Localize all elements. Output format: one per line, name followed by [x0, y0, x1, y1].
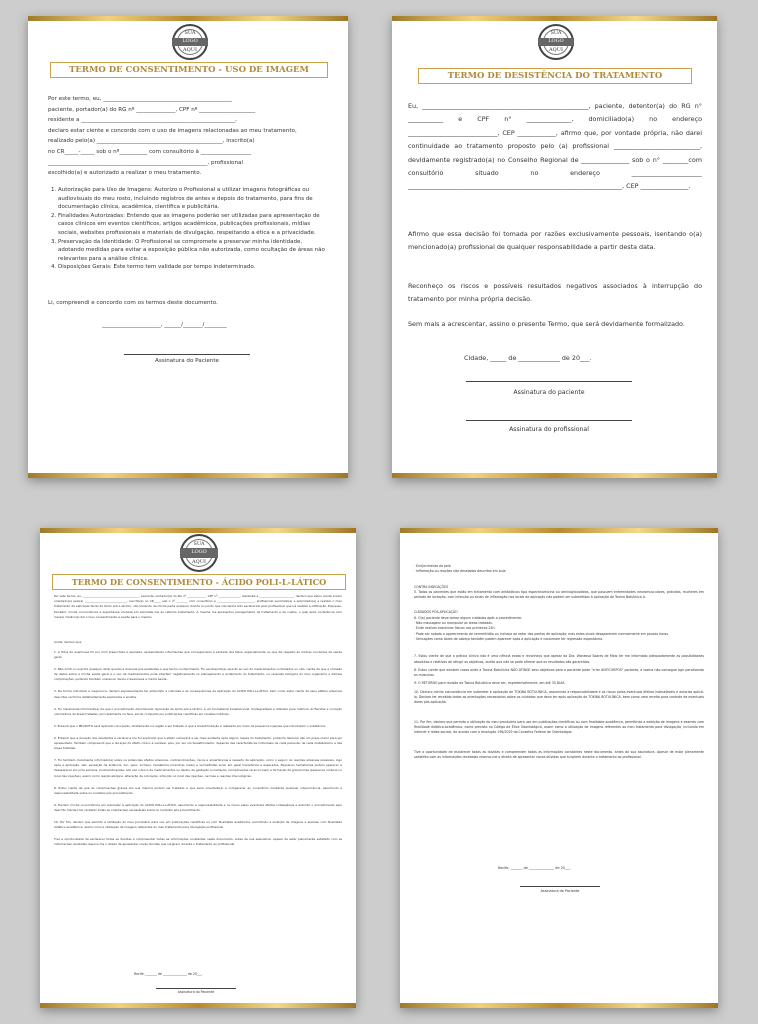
document-title: TERMO DE DESISTÊNCIA DO TRATAMENTO	[418, 68, 692, 84]
clause: 3. De forma individual e inequívoca, declaro expressamente ter entendido a natureza e as consequências da aplicação do ÁCIDO POLI-L-LÁTICO, bem como estar ciente de seus efeitos adversos descritos na forma detalhadamente explicados e aceitos.	[54, 689, 342, 699]
plla-intro: Ainda, declaro que:	[54, 640, 83, 644]
plla-header-text: Por este termo, eu, _______________________________________, paciente, portador(a) do RG nº _____________, CPF nº _______________, residente a ________________________, declaro que estou ciente e bem orientado(a) pelo(a) _____________________________, inscrito(a) no CR_____ sob o nº ________ com consultório à __________________________, profissional escolhido(a) e autorizado(a) a realizar o meu tratamento de aplicação facial de ácido poli-L-láctico, não havendo da minha parte qualquer dúvida ou ponto que não tenha sido esclarecido pelo profissional que irá realizar a infiltração. Expresso, também, minha concordância e espontânea vontade em submeter-me ao referido tratamento. A mesma me apresentou planejamento de tratamento e de custos, o qual após conferência com meu(s) médico(s) dei o meu consentimento e aceite para o mesmo.	[54, 594, 342, 619]
clause: 5. Entendi que o PRODUTO será aplicado via injeção, diretamente na região a ser tratada, e que a bioestimulação é realizada por meio de pequenos injeções que introduzem o substância.	[54, 723, 326, 728]
withdrawal-risks: Reconheço os riscos e possíveis resultados negativos associados à interrupção do tratamento por minha própria decisão.	[408, 282, 702, 303]
signature-label: Assinatura do Paciente	[540, 889, 580, 893]
clause: 10. Por fim, declaro que permito a utilização do meu prontuário para uso em publicações científicas ou com finalidade acadêmica, permitindo a exibição de imagens e exames com finalidade didático-acadêmica, assim como a utilização de imagens referentes ao meu tratamento para divulgação profissional.	[54, 819, 342, 830]
gold-border-bottom	[392, 473, 717, 478]
signature-line	[520, 886, 600, 887]
signature-line-professional	[466, 420, 632, 421]
logo-seal: SUA LOGO AQUI	[538, 24, 574, 60]
clause: 4. Fui claramente informado(a) de que o procedimento denominado 'aplicação de ácido poli-L-láctico' é um biomaterial bioabsorvível, biodegradável e utilizado para melhora do flacidez e correção volumétrica de áreas tratadas, principalmente na face, sendo composto por publicações científicas em revistas médicas.	[54, 706, 342, 716]
document-sheet-treatment-withdrawal	[392, 16, 717, 478]
gold-border-bottom	[28, 473, 348, 478]
document-title: TERMO DE CONSENTIMENTO - ÁCIDO POLI-L-LÁTICO	[52, 574, 346, 590]
gold-border-top	[40, 528, 356, 533]
plla-clauses	[54, 650, 342, 847]
document-sheet-image-consent	[28, 16, 348, 478]
list-item: 3. Preservação da Identidade: O Profissional se compromete a preservar minha identidade, adotando medidas para evitar a exposição pública não autorizada, como ocultação de áreas não relevantes para a análise clínica.	[58, 238, 328, 264]
signature-line-patient	[466, 381, 632, 382]
signature-label-patient: Assinatura do paciente	[513, 389, 585, 396]
gold-border-top	[392, 16, 717, 21]
withdrawal-reason: Afirmo que essa decisão foi tomada por razões exclusivamente pessoais, isentando o(a) mencionado(a) profissional de qualquer responsabilidade a partir desta data.	[408, 230, 702, 251]
clause: 8. Estou ciente de que as complicações graves em sua maioria podem ser tratadas e que serei orientado(a) a comparecer ao consultório mediante qualquer intercorrência, assumindo a responsabilidade sobre os cuidados pós-procedimento.	[54, 785, 342, 795]
consent-intro-text: Por este termo, eu, ______________________________________________ paciente, portador(a) do RG nº ______________, CPF nº ____________________ residente a _______________________________________________________, declaro estar ciente e concordo com o uso de imagens relacionadas ao meu tratamento, realizado pelo(a) _____________________________________________, inscrito(a) no CR_____-_____ sob o nº__________ com consultório à __________________ _________________________________________________________, profissional escolhido(a) e autorizado a realizar o meu tratamento.	[48, 96, 297, 177]
signature-label: Assinatura do Paciente	[177, 990, 215, 994]
date-line: Recife, _______ de _______________ de 20___.	[498, 866, 572, 870]
gold-border-bottom	[400, 1003, 718, 1008]
logo-seal: SUA LOGO AQUI	[180, 534, 218, 572]
document-sheet-plla-consent	[40, 528, 356, 1008]
clause: 7. Fui também claramente informado(a) sobre os potenciais efeitos adversos, contraindicações, riscos e advertências a respeito da aplicação, como o seguir: As reações adversas possíveis, logo após a aplicação, são: sensação de ardência, dor, peso, inchaço, hematoma (manchas roxas) e vermelhidão local, em geral transitórios e esperados. Pequenos hematomas podem aparecer e desaparecer em uma semana. Contraindicações: sob uso crônico de medicamentos ou dentro de gestação ou lactação. Complicações raras incluem a formação de granulomas (pequenos nódulos no local das injeções), assim como reação alérgica, alteração da coloração, infecção no local das injeções, necrose e reações imunológicas.	[54, 758, 342, 778]
signature-line	[156, 988, 236, 989]
clause: 9. Declaro minha concordância em submeter à aplicação do ÁCIDO POLI-L-LÁTICO, assumindo a responsabilidade e os riscos pelos eventuais efeitos indesejáveis e autorizo o procedimento aqui descrito. Declaro ter recebido todas as orientações necessárias sobre os cuidados pós-procedimento.	[54, 802, 342, 812]
closing-text: Li, compreendi e concordo com os termos deste documento.	[48, 300, 218, 306]
withdrawal-declaration: Eu, ____________________________________________________, paciente, detentor(a) do RG n° ___________ e CPF n° ______________, domiciliado(a) no endereço ____________________________, CEP ____________, afirmo que, por vontade própria, não darei continuidade ao tratamento proposto pelo (a) profissional ___________________________, devidamente registrado(a) no Conselho Regional de _______________ sob o n° ________com consultório situado no endereço ______________________ ___________________________________________________________________, CEP _______________.	[408, 102, 702, 191]
logo-seal: SUA LOGO AQUI	[172, 24, 208, 60]
date-line: Recife, _______ de _______________ de 20___.	[134, 972, 203, 976]
gold-border-top	[400, 528, 718, 533]
signature-label: Assinatura do Paciente	[155, 358, 219, 364]
date-line: Cidade, _____ de _____________ de 20___.	[464, 354, 592, 362]
signature-label-professional: Assinatura do profissional	[509, 426, 589, 433]
document-title: TERMO DE CONSENTIMENTO - USO DE IMAGEM	[50, 62, 328, 78]
clause: 1. A ficha de anamnese foi por mim preenchida e assinada, apresentando informações que correspondem à verdade dos fatos, especialmente no que diz respeito às minhas condições de saúde geral.	[54, 650, 342, 660]
clause: 2. Não omiti ou suprimi qualquer dado quanto a doenças pré-existentes e que tenho conhecimento. Fui esclarecido(a) quanto ao uso de medicamentos controlados ou não, ciente de que a omissão de dados sobre a minha saúde geral e o uso de medicamentos pode interferir negativamente no planejamento e andamento do tratamento, no resposta biológica do meu organismo e demais complicações, podendo também ocasionar danos irreversíveis a minha saúde.	[54, 667, 342, 682]
clause: Tive a oportunidade de esclarecer todas as dúvidas e compreender todas as informações constantes neste documento, antes de sua assinatura. Apesar de estar plenamente satisfeito com as informações recebidas reservo-me o direito de apresentar novas dúvidas que surgirem durante o tratamento ao profissional.	[54, 837, 342, 847]
clause: 6. Entendi que a duração dos resultados é variável e me foi explicado que o efeito começará a ser mais evidente após alguns meses do tratamento, podendo demorar até um prazo maior para ser apresentado. Também compreendi que a duração do efeito clínico é variável, pois, por ser um bioestimulador, depende das características individuais de cada paciente, de cada metabolismo e das áreas tratadas.	[54, 735, 342, 751]
document-sheet-continuation	[400, 528, 718, 1008]
list-item: 1. Autorização para Uso de Imagens: Autorizo o Profissional a utilizar imagens fotográficas ou audiovisuais do meu rosto, incluindo registros de antes e depois do tratamento, para fins de documentação clínica, acadêmica, científica e publicitária.	[58, 186, 328, 212]
gold-border-top	[28, 16, 348, 21]
gold-border-bottom	[40, 1003, 356, 1008]
continuation-text: · Enrijecimento da pele · Inflamação ou reações não desejadas descritas em bula CONTRA INDICAÇÕES 5. Todos os pacientes que estão em tratamento com antibióticos tipo espectinomicina ou aminoglicosídeos, que possuem enfermidades neuromusculares, grávidas, mulheres em período de lactação, com infecção ou sinais de inflamação nos locais de aplicação não podem ser submetidos à aplicação de Toxina Botulínica A. CUIDADOS PÓS-APLICAÇÃO 6. O(a) paciente deve tomar alguns cuidados após o procedimento: · Não massagear ou manipular as áreas tratadas. · Evite realizar exercícios físicos nas primeiras 24h. · Pode ser notado o aparecimento de vermelhidão ou inchaço ao redor dos pontos de aplicação; mas estes sinais desaparecem normalmente em poucas horas. · Sensações como dores de cabeça também podem aparecer após a aplicação e costumam ter regressão espontânea. 7. Estou ciente de que a prática clínica não é uma ciência exata e reconheço que apesar da Dra. Wanessa Soares de Melo ter me informado adequadamente as possibilidades absolutas e relativas de atingir os objetivos, aceito que não se pode afirmar que os resultados são garantidos. 8. Estou ciente que existem casos onde a Toxina Botulínica NÃO ATINGE seus objetivos para o paciente pode "criar ANTICORPOS" portanto, a toxina não consegue agir paralisando os músculos. 9. O RETORNO para revisão da Toxina Botulínica deve ser, impreterivelmente, em até 30 DIAS. 10. Declaro minha concordância em submeter à aplicação de TOXINA BOTULÍNICA, assumindo a responsabilidade e os riscos pelos eventuais efeitos indesejáveis e autorizo aplicá-la. Declaro ter recebido todas as orientações necessárias sobre os cuidados que devo ter após aplicação da TOXINA BOTULÍNICA, bem como uma receita para controle de eventuais dores pós-aplicação. 11. Por fim, declaro que permito a utilização do meu prontuário para uso em publicações científicas ou com finalidade acadêmica, permitindo a exibição de imagens e exames com finalidade didático-acadêmica, como previsto no Código de Ética Odontológica, assim como a utilização de imagens referentes ao meu tratamento para divulgação, incluindo em internet e redes sociais, de acordo com a resolução 196/2019 do Conselho Federal de Odontologia. Tive a oportunidade de esclarecer todas as dúvidas e compreender todas as informações constantes neste documento, antes da sua assinatura. Apesar de estar plenamente satisfeito com as informações recebidas reservo-me o direito de apresentar novas dúvidas que surgirem durante o tratamento ao profissional.	[414, 564, 704, 759]
consent-items-list	[48, 186, 328, 272]
section-heading: CUIDADOS PÓS-APLICAÇÃO	[414, 610, 458, 615]
date-line: _____________________, ______/_______/________	[102, 322, 227, 328]
list-item: 4. Disposições Gerais: Este termo tem validade por tempo indeterminado.	[58, 263, 328, 272]
signature-line	[124, 354, 250, 355]
withdrawal-closing: Sem mais a acrescentar, assino o presente Termo, que será devidamente formalizado.	[408, 320, 685, 328]
list-item: 2. Finalidades Autorizadas: Entendo que as imagens poderão ser utilizadas para apresentação de casos clínicos em eventos científicos, artigos acadêmicos, publicações profissionais, mídias sociais, websites profissionais e materiais de divulgação, respeitando a ética e a privacidade.	[58, 212, 328, 238]
section-heading: CONTRA INDICAÇÕES	[414, 584, 449, 589]
